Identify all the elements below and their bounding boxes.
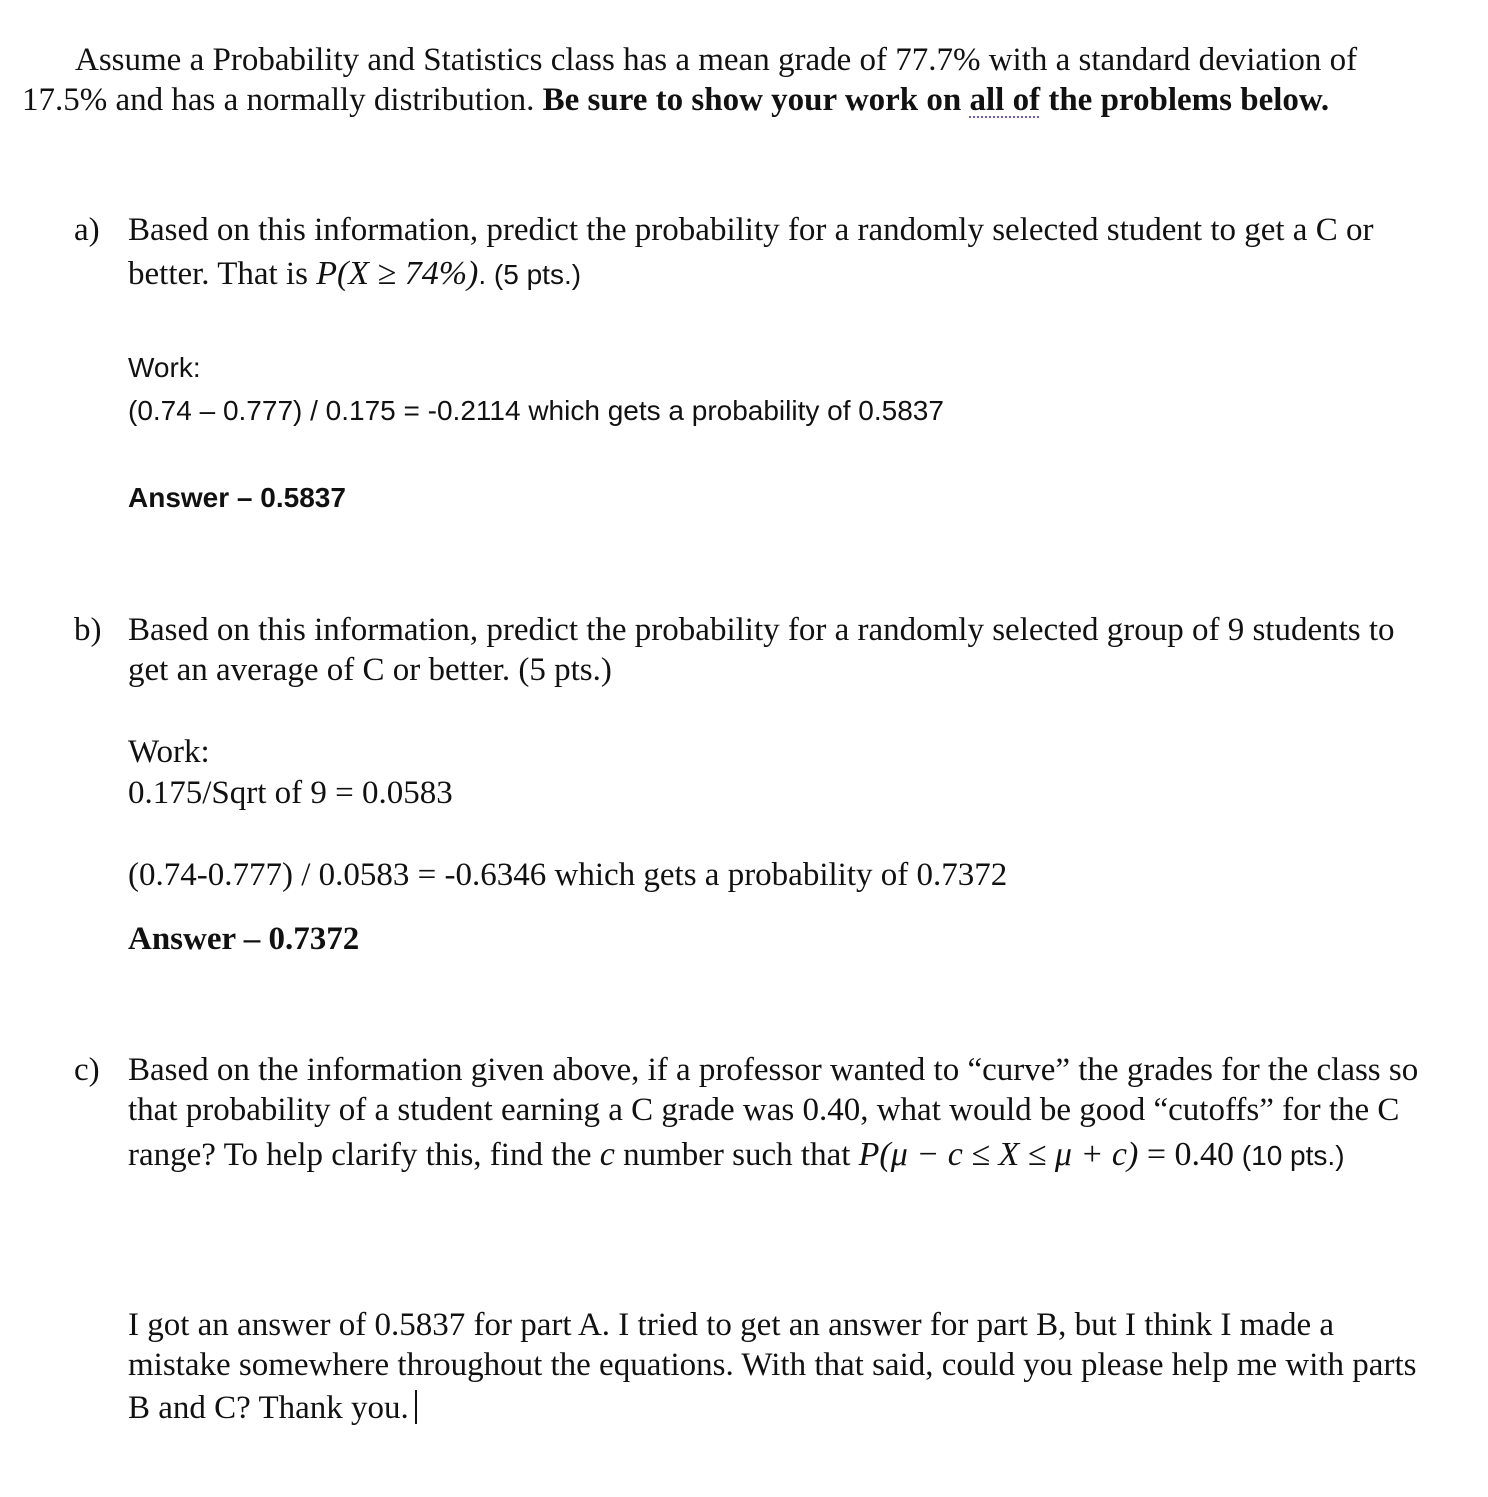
part-b-work-line-2: (0.74-0.777) / 0.0583 = -0.6346 which gets a probability of 0.7372: [128, 857, 1008, 893]
part-c-label: c): [74, 1052, 100, 1088]
part-b-question-line-1: Based on this information, predict the probability for a randomly selected group of 9 students to: [128, 612, 1395, 648]
intro-line-1: [75, 44, 1357, 77]
part-a-points: . (5 pts.): [478, 259, 582, 290]
part-c-question-line-2: that probability of a student earning a C grade was 0.40, what would be good “cutoffs” for the C: [128, 1092, 1400, 1128]
part-a-work-line: (0.74 – 0.777) / 0.175 = -0.2114 which gets a probability of 0.5837: [128, 395, 944, 426]
part-a-formula: P(X ≥ 74%): [316, 255, 479, 292]
part-a-work-label: Work:: [128, 352, 201, 383]
intro-line-2: [22, 84, 1329, 117]
part-a-label: a): [74, 212, 100, 248]
part-c-question-line-1: Based on the information given above, if a professor wanted to “curve” the grades for the class so: [128, 1052, 1419, 1088]
intro-text-1: Assume a Probability and Statistics class has a mean grade of 77.7% with a standard deviation of: [75, 42, 1358, 78]
part-c-question-line-3: [128, 1138, 1345, 1172]
part-c-points: (10 pts.): [1234, 1140, 1345, 1171]
part-b-answer: Answer – 0.7372: [128, 921, 360, 957]
part-b-label: b): [74, 612, 102, 648]
part-b-work-label: Work:: [128, 734, 210, 770]
note-text-3: B and C? Thank you.: [128, 1390, 409, 1426]
part-c-question-text: range? To help clarify this, find the: [128, 1137, 600, 1173]
intro-instruction-emphasis: all of: [969, 82, 1041, 118]
part-c-formula-value: = 0.40: [1138, 1136, 1235, 1173]
part-c-variable: c: [599, 1136, 615, 1173]
note-line-3: [128, 1390, 417, 1425]
part-b-question-line-2: get an average of C or better. (5 pts.): [128, 652, 612, 688]
intro-text-2: 17.5% and has a normally distribution.: [22, 82, 543, 118]
intro-instruction-b: the problems below.: [1040, 82, 1330, 118]
note-line-2: mistake somewhere throughout the equations. With that said, could you please help me with parts: [128, 1347, 1417, 1383]
text-cursor[interactable]: [415, 1390, 417, 1424]
part-a-question-line-1: Based on this information, predict the probability for a randomly selected student to get a C or: [128, 212, 1374, 248]
part-b-work-line-1: 0.175/Sqrt of 9 = 0.0583: [128, 775, 453, 811]
part-a-answer: Answer – 0.5837: [128, 482, 346, 513]
part-c-formula: P(μ − c ≤ X ≤ μ + c): [858, 1136, 1139, 1173]
part-c-question-text-2: number such that: [614, 1137, 859, 1173]
intro-instruction-a: Be sure to show your work on: [542, 82, 970, 118]
part-a-question-line-2: [128, 257, 581, 291]
note-line-1: I got an answer of 0.5837 for part A. I tried to get an answer for part B, but I think I made a: [128, 1307, 1334, 1343]
part-a-question-text: better. That is: [128, 256, 317, 292]
